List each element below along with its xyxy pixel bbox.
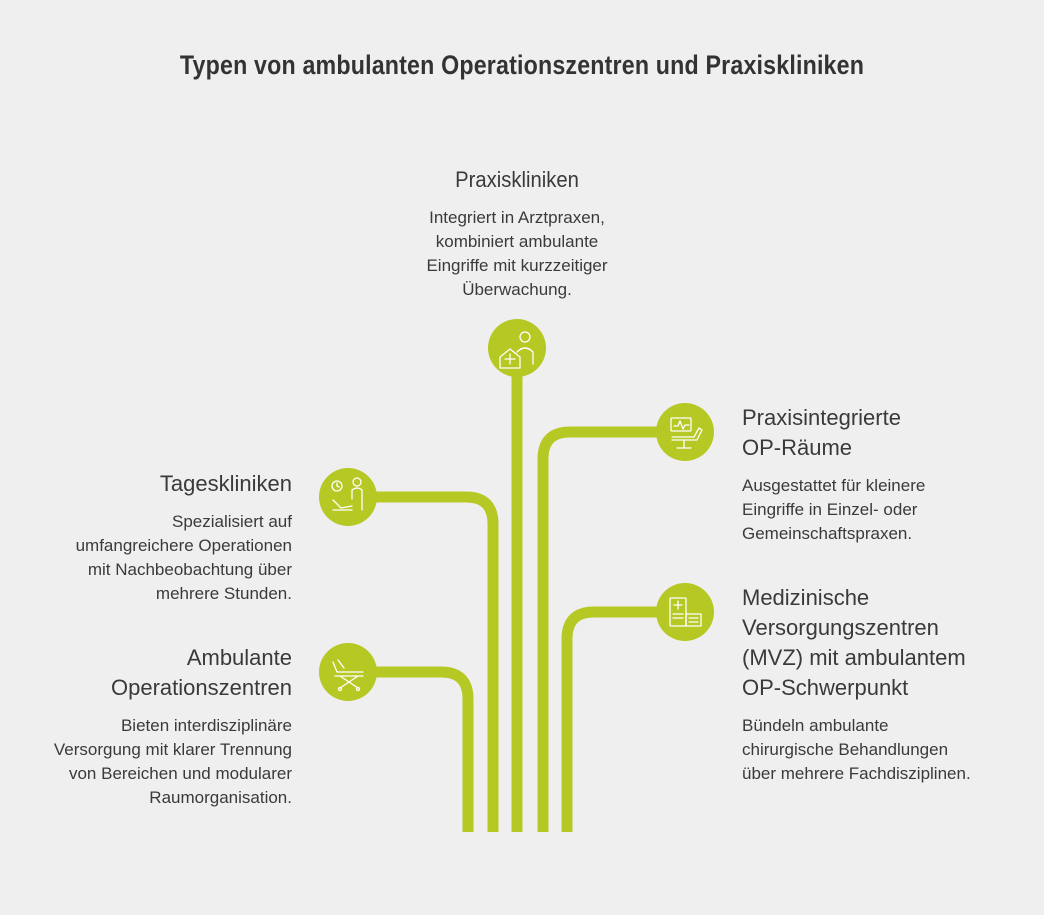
branch-line-right-upper: [543, 432, 660, 832]
node-tageskliniken: [319, 468, 377, 526]
praxisintegrierte-description: Ausgestattet für kleinere Eingriffe in Einzel- oder Gemeinschaftspraxen.: [742, 476, 926, 543]
tageskliniken-heading: Tageskliniken: [159, 471, 292, 496]
praxiskliniken-heading: Praxiskliniken: [455, 167, 579, 192]
praxiskliniken-description: Integriert in Arztpraxen, kombiniert ambulante Eingriffe mit kurzzeitiger Überwachung.: [426, 208, 608, 299]
branch-line-left-lower: [375, 672, 468, 832]
ambulante-heading: Ambulante Operationszentren: [111, 645, 292, 700]
ambulante-description: Bieten interdisziplinäre Versorgung mit klarer Trennung von Bereichen und modularer Raumorganisation.: [53, 716, 292, 807]
page-title: Typen von ambulanten Operationszentren und Praxiskliniken: [179, 50, 865, 80]
branch-line-left-upper: [375, 497, 493, 832]
node-mvz: [656, 583, 714, 641]
node-praxisintegrierte: [656, 403, 714, 461]
praxisintegrierte-heading: Praxisintegrierte OP-Räume: [742, 405, 901, 460]
mvz-heading: Medizinische Versorgungszentren (MVZ) mit ambulantem OP-Schwerpunkt: [742, 585, 966, 700]
tageskliniken-description: Spezialisiert auf umfangreichere Operationen mit Nachbeobachtung über mehrere Stunden.: [75, 512, 292, 603]
branch-line-right-lower: [567, 612, 660, 832]
mvz-description: Bündeln ambulante chirurgische Behandlungen über mehrere Fachdisziplinen.: [742, 716, 971, 783]
